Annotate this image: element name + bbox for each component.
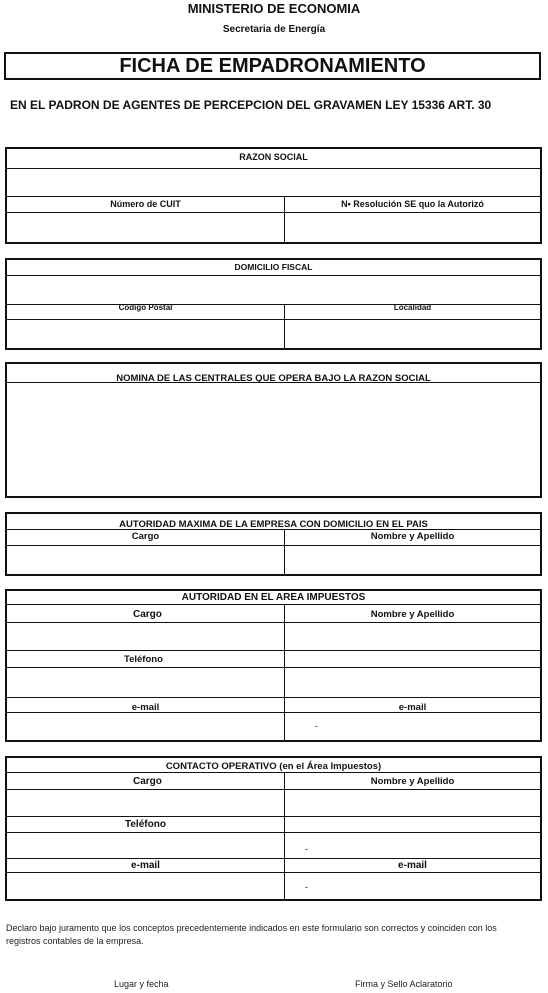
autoridad-impuestos-heading: AUTORIDAD EN EL AREA IMPUESTOS (181, 592, 366, 603)
divider (7, 622, 540, 623)
contacto-operativo-section (5, 756, 542, 901)
telefono-field[interactable] (9, 669, 282, 695)
telefono-label: Teléfono (125, 819, 166, 830)
localidad-field[interactable] (287, 321, 538, 346)
cargo-label: Cargo (133, 609, 162, 620)
localidad-label: Localidad (393, 303, 432, 312)
telefono-field-right[interactable] (287, 834, 538, 856)
cargo-field[interactable] (9, 547, 282, 573)
divider (7, 789, 540, 790)
dash-mark: - (315, 721, 318, 731)
codigo-postal-field[interactable] (9, 321, 282, 346)
razon-social-heading: RAZON SOCIAL (239, 152, 308, 162)
divider (284, 304, 285, 348)
firma-label: Firma y Sello Aclaratorio (355, 979, 453, 989)
razon-social-section (5, 147, 542, 244)
email-field-right[interactable] (287, 874, 538, 898)
cargo-field[interactable] (9, 624, 282, 648)
title-box (4, 52, 541, 80)
cargo-label: Cargo (131, 531, 160, 542)
page-subtitle: EN EL PADRON DE AGENTES DE PERCEPCION DEL GRAVAMEN LEY 15336 ART. 30 (10, 98, 492, 112)
email-field[interactable] (9, 714, 282, 738)
divider (7, 545, 540, 546)
email-field[interactable] (9, 874, 282, 898)
divider (284, 529, 285, 574)
telefono-field-right[interactable] (287, 669, 538, 695)
divider (7, 319, 540, 320)
divider (7, 816, 540, 817)
domicilio-section (5, 258, 542, 350)
contacto-operativo-heading: CONTACTO OPERATIVO (en el Área Impuestos) (165, 761, 382, 772)
email-field-right[interactable] (287, 714, 538, 738)
nombre-label: Nombre y Apellido (370, 609, 455, 620)
domicilio-heading: DOMICILIO FISCAL (234, 262, 313, 272)
telefono-label: Teléfono (124, 654, 163, 665)
dash-mark: - (305, 882, 308, 892)
cargo-field[interactable] (9, 791, 282, 814)
page-title: FICHA DE EMPADRONAMIENTO (119, 55, 426, 77)
declaration-line-2: registros contables de la empresa. (6, 936, 144, 946)
divider (7, 772, 540, 773)
divider (7, 168, 540, 169)
divider (284, 604, 285, 740)
nombre-field[interactable] (287, 547, 538, 573)
dash-mark: - (305, 844, 308, 854)
divider (284, 772, 285, 899)
autoridad-maxima-heading: AUTORIDAD MAXIMA DE LA EMPRESA CON DOMICILIO EN EL PAIS (119, 519, 428, 530)
telefono-field[interactable] (9, 834, 282, 856)
nombre-label: Nombre y Apellido (370, 531, 455, 542)
divider (7, 712, 540, 713)
nombre-field[interactable] (287, 791, 538, 814)
nomina-heading: NOMINA DE LAS CENTRALES QUE OPERA BAJO LA RAZON SOCIAL (116, 373, 431, 384)
divider (7, 667, 540, 668)
email-right-label: e-mail (398, 860, 427, 871)
declaration-text (6, 922, 546, 948)
nomina-field[interactable] (9, 384, 538, 494)
cargo-label: Cargo (133, 776, 162, 787)
divider (7, 212, 540, 213)
secretary-heading: Secretaria de Energía (222, 24, 326, 35)
email-left-label: e-mail (131, 702, 160, 713)
razon-social-field[interactable] (9, 170, 538, 194)
resolucion-label: N• Resolución SE quo la Autorizó (341, 199, 484, 209)
nombre-field[interactable] (287, 624, 538, 648)
divider (7, 529, 540, 530)
domicilio-field[interactable] (9, 277, 538, 301)
divider (7, 697, 540, 698)
autoridad-impuestos-section (5, 589, 542, 742)
divider (7, 872, 540, 873)
email-left-label: e-mail (131, 860, 160, 871)
divider (7, 650, 540, 651)
resolucion-field[interactable] (287, 214, 538, 240)
cuit-field[interactable] (9, 214, 282, 240)
cuit-label: Número de CUIT (110, 199, 181, 209)
declaration-line-1: Declaro bajo juramento que los conceptos precedentemente indicados en este formulario son correctos y coinciden con los (6, 923, 497, 933)
lugar-fecha-label: Lugar y fecha (114, 979, 169, 989)
divider (7, 604, 540, 605)
email-right-label: e-mail (398, 702, 427, 713)
codigo-postal-label: Codigo Postal (118, 303, 173, 312)
divider (7, 858, 540, 859)
divider (7, 382, 540, 383)
divider (7, 196, 540, 197)
autoridad-maxima-section (5, 512, 542, 576)
nomina-section (5, 362, 542, 498)
ministry-heading: MINISTERIO DE ECONOMIA (187, 1, 361, 16)
divider (7, 275, 540, 276)
nombre-label: Nombre y Apellido (370, 776, 455, 787)
divider (7, 832, 540, 833)
